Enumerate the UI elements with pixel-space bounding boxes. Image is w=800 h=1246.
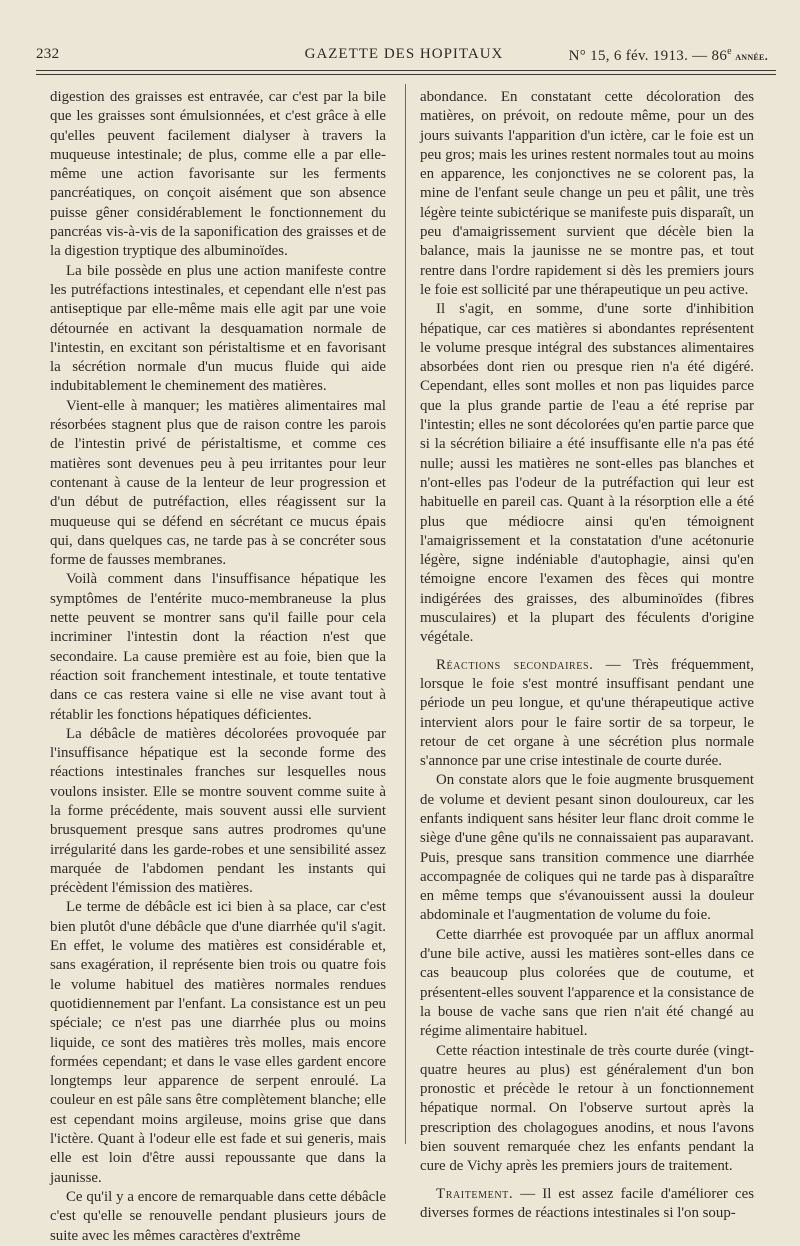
paragraph: abondance. En constatant cette décoloration des matières, on prévoit, on redoute même, pour un des jours suivants l'apparition d'un ictère, car le foie est un peu gros; mais les urines restent normales tout au moins en apparence, les conjonctives ne se colorent pas, la mine de l'enfant seule change un peu et pâlit, une très légère teinte subictérique se manifeste puis disparaît, un peu d'amaigrissement survient que décèle bien la balance, mais la jaunisse ne se montre pas, et tout rentre dans l'ordre rapidement si dès les premiers jours le foie est sollicité par une thérapeutique un peu active. [420,89,754,298]
section-text: — Très fréquemment, lorsque le foie s'est montré insuffisant pendant une période un peu longue, et qu'une thérapeutique active intervient alors pour le faire sortir de sa torpeur, le retour de cet organe à une sécrétion plus normale s'annonce par une crise intestinale de courte durée. [420,656,754,770]
section-text: — Il est assez facile d'améliorer ces diverses formes de réactions intestinales si l'on soup- [420,1185,754,1221]
paragraph: Ce qu'il y a encore de remarquable dans cette débâcle c'est qu'elle se renouvelle pendant plusieurs jours de suite avec les mêmes caractères d'extrême [50,1188,386,1244]
section-heading: Réactions secondaires. [436,656,594,673]
section-traitement [420,1185,754,1224]
paragraph: Il s'agit, en somme, d'une sorte d'inhibition hépatique, car ces matières si abondantes représentent le volume presque intégral des substances alimentaires absorbées dont rien ou presque rien n'a été digéré. Cependant, elles sont molles et non pas liquides parce que la plus grande partie de l'eau a été reprise par l'intestin; elles ne sont décolorées qu'en partie parce que si la sécrétion biliaire a été insuffisante elle n'a pas été nulle; aussi les matières ne sont-elles pas blanches et n'ont-elles pas l'odeur de la putréfaction qui leur est habituelle en pareil cas. Quant à la résorption elle a été plus que médiocre ainsi qu'en témoignent l'amaigrissement et la constatation d'une acétonurie légère, signe indéniable d'autophagie, ainsi qu'en témoigne encore l'examen des fèces qui montre indigérées des graisses, des albuminoïdes (fibres musculaires) et la plupart des féculents d'origine végétale. [420,301,754,646]
issue-year-label: année. [731,49,768,63]
column-divider [405,84,406,1144]
left-column [50,88,386,1246]
header-rule-top [36,70,776,71]
right-column [420,88,754,1223]
paragraph: Vient-elle à manquer; les matières alimentaires mal résorbées stagnent plus que de raison contre les parois de l'intestin privé de péristaltisme, et comme ces matières sont devenues peu à peu irritantes pour leur contenant à cause de la lenteur de leur progression et d'un début de putréfaction, elles réagissent sur la muqueuse qui se défend en sécrétant ce mucus épais qui, dans quelques cas, ne tarde pas à se concréter sous forme de fausses membranes. [50,397,386,569]
running-header [36,44,772,64]
paragraph: La débâcle de matières décolorées provoquée par l'insuffisance hépatique est la seconde forme des réactions intestinales franches sur lesquelles nous voulons insister. Elle se montre souvent comme suite à la forme précédente, mais souvent aussi elle survient brusquement presque sans autres prodromes qu'une irrégularité dans les garde-robes et une sensibilité assez marquée de l'abdomen pendant les instants qui précèdent l'émission des matières. [50,725,386,897]
issue-info [569,46,768,65]
paragraph: Cette réaction intestinale de très courte durée (vingt-quatre heures au plus) est généralement d'un bon pronostic et précède le retour à un fonctionnement hépatique normal. On l'observe surtout après la prescription des cholagogues anodins, et nous l'avons bien souvent remarquée chez les enfants pendant la cure de Vichy après les premiers jours de traitement. [420,1042,754,1175]
paragraph: Voilà comment dans l'insuffisance hépatique les symptômes de l'entérite muco-membraneuse la plus nette peuvent se montrer sans qu'il faille pour cela incriminer l'intestin dont la réaction n'est que secondaire. La cause première est au foie, bien que la réaction soit franchement intestinale, et toute tentative dans ce cas restera vaine si elle ne vise avant tout à rétablir les fonctions hépatiques déficientes. [50,571,386,723]
issue-date: N° 15, 6 fév. 1913. — 86 [568,48,728,64]
paragraph: Le terme de débâcle est ici bien à sa place, car c'est bien plutôt d'une débâcle que d'une diarrhée qu'il s'agit. En effet, le volume des matières est considérable et, sans exagération, il représente bien trois ou quatre fois le volume habituel des matières normales rendues quotidiennement par l'enfant. La consistance est un peu spéciale; ce n'est pas une diarrhée plus ou moins liquide, ce sont des matières très molles, mais encore formées cependant; et dans le vase elles gardent encore longtemps leur apparence de serpent enroulé. La couleur en est pâle sans être complètement blanche; elle est cependant moins argileuse, moins grise que dans l'ictère. Quant à l'odeur elle est fade et sui generis, mais elle est loin d'être aussi repoussante que dans la jaunisse. [50,899,386,1186]
issue-ordinal: e [727,46,732,57]
journal-title: GAZETTE DES HOPITAUX [304,46,504,62]
paragraph: La bile possède en plus une action manifeste contre les putréfactions intestinales, et cependant elle n'est pas antiseptique par elle-même mais elle agit par une voie détournée en activant la desquamation normale de l'intestin, en excitant son péristaltisme et en favorisant la sécrétion normale d'un mucus fluide qui aide indubitablement le cheminement des matières. [50,262,386,395]
paragraph: Cette diarrhée est provoquée par un afflux anormal d'une bile active, aussi les matières sont-elles dans ce cas beaucoup plus colorées que de coutume, et présentent-elles souvent l'apparence et la consistance de la bouse de vache sans que rien n'ait été changé au régime alimentaire habituel. [420,926,754,1040]
page-number: 232 [36,46,60,62]
paragraph: digestion des graisses est entravée, car c'est par la bile que les graisses sont émulsionnées, et c'est grâce à elle qu'elles peuvent facilement dialyser à travers la muqueuse intestinale; de plus, comme elle a par elle-même une action favorisante sur les ferments pancréatiques, on conçoit aisément que son absence puisse gêner considérablement le fonctionnement du pancréas vis-à-vis de la saponification des graisses et de la digestion tryptique des albuminoïdes. [50,89,386,260]
section-reactions-secondaires [420,656,754,772]
header-rule-bottom [36,74,776,75]
paragraph: On constate alors que le foie augmente brusquement de volume et devient pesant sinon douloureux, car les enfants indiquent sans hésiter leur flanc droit comme le siège d'une gêne qu'ils ne connaissaient pas auparavant. Puis, presque sans transition commence une diarrhée accompagnée de coliques qui ne tarde pas à disparaître en même temps que s'évanouissent aussi la douleur abdominale et l'augmentation de volume du foie. [420,772,754,924]
section-heading: Traitement. [436,1185,514,1202]
